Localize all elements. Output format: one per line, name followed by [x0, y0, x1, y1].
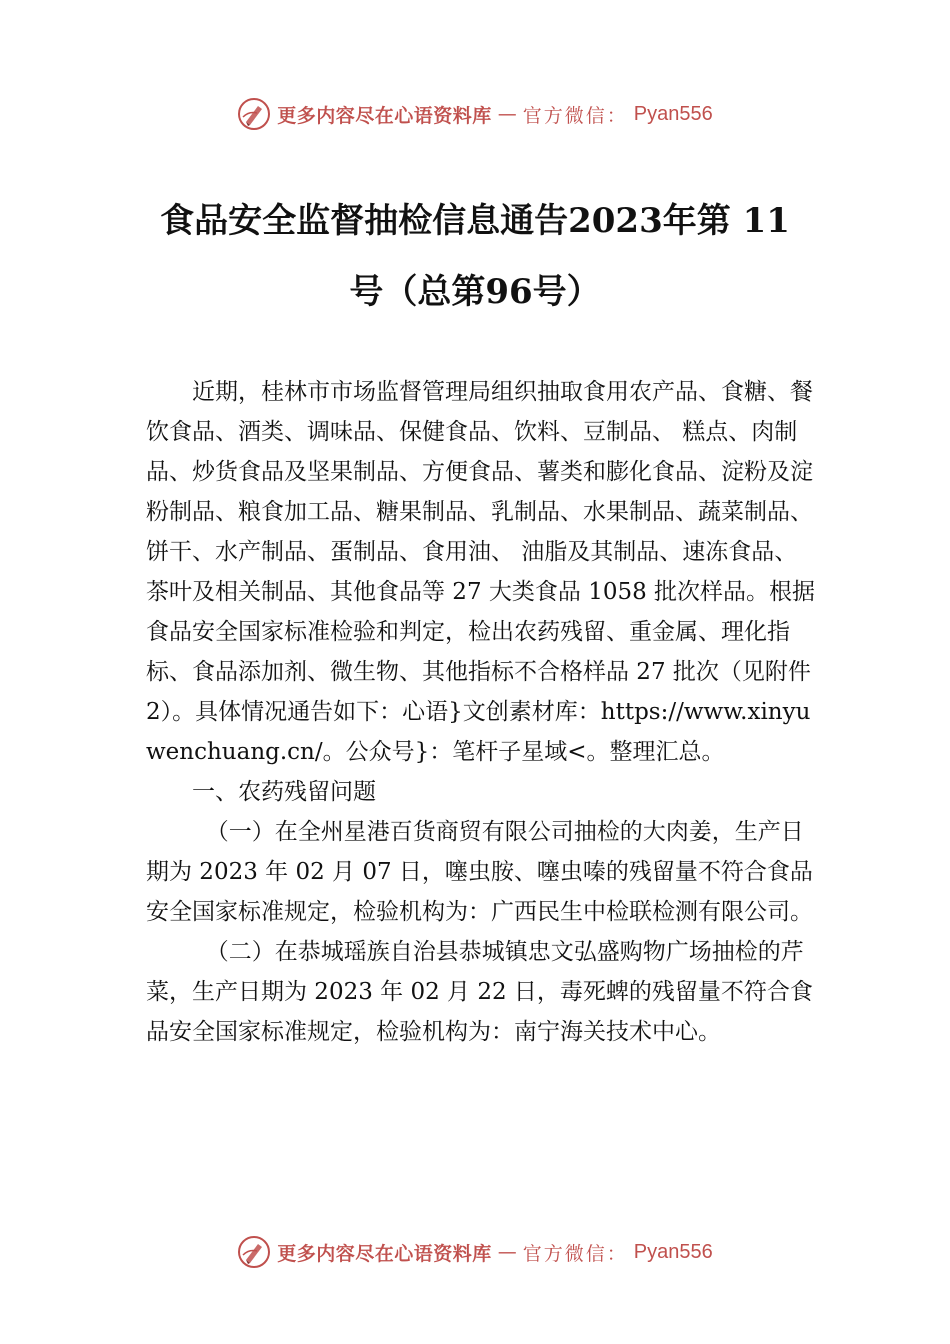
banner-wechat-id: Pyan556: [633, 102, 713, 125]
item-paragraph-2: （二）在恭城瑶族自治县恭城镇忠文弘盛购物广场抽检的芹菜，生产日期为 2023 年 02 月 22 日，毒死蜱的残留量不符合食品安全国家标准规定，检验机构为：南宁海关技术中心。: [146, 939, 813, 1045]
intro-paragraph: 近期，桂林市市场监督管理局组织抽取食用农产品、食糖、餐饮食品、酒类、调味品、保健食品、饮料、豆制品、 糕点、肉制品、炒货食品及坚果制品、方便食品、薯类和膨化食品、淀粉及淀粉制品、粮食加工品、糖果制品、乳制品、水果制品、蔬菜制品、饼干、水产制品、蛋制品、食用油、 油脂及其制品、速冻食品、茶叶及相关制品、其他食品等 27 大类食品 1058 批次样品。根据食品安全国家标准检验和判定，检出农药残留、重金属、理化指标、食品添加剂、微生物、其他指标不合格样品 27 批次（见附件 2）。具体情况通告如下：心语}文创素材库：https://www.xinyuwenchuang.cn/。公众号}：笔杆子星域<。整理汇总。: [146, 379, 816, 765]
banner-separator: —: [497, 1241, 517, 1263]
item-paragraph-1: （一）在全州星港百货商贸有限公司抽检的大肉姜，生产日期为 2023 年 02 月 07 日，噻虫胺、噻虫嗪的残留量不符合食品安全国家标准规定，检验机构为：广西民生中检联检测有限公司。: [146, 819, 813, 925]
document-title: 食品安全监督抽检信息通告2023年第 11 号（总第96号）: [160, 201, 790, 312]
section-heading-pesticide: 一、农药残留问题: [192, 779, 376, 805]
banner-text: 更多内容尽在心语资料库: [277, 1242, 492, 1265]
banner-text: 更多内容尽在心语资料库: [277, 104, 492, 127]
banner-separator: —: [497, 103, 517, 125]
header-banner: [0, 94, 950, 134]
pen-logo-icon: [237, 1235, 271, 1269]
pen-logo-icon: [237, 97, 271, 131]
footer-banner: [0, 1232, 950, 1272]
document-body: [146, 372, 818, 1052]
banner-wechat-label: 官方微信：: [522, 104, 628, 127]
banner-wechat-label: 官方微信：: [522, 1242, 628, 1265]
banner-wechat-id: Pyan556: [633, 1240, 713, 1263]
